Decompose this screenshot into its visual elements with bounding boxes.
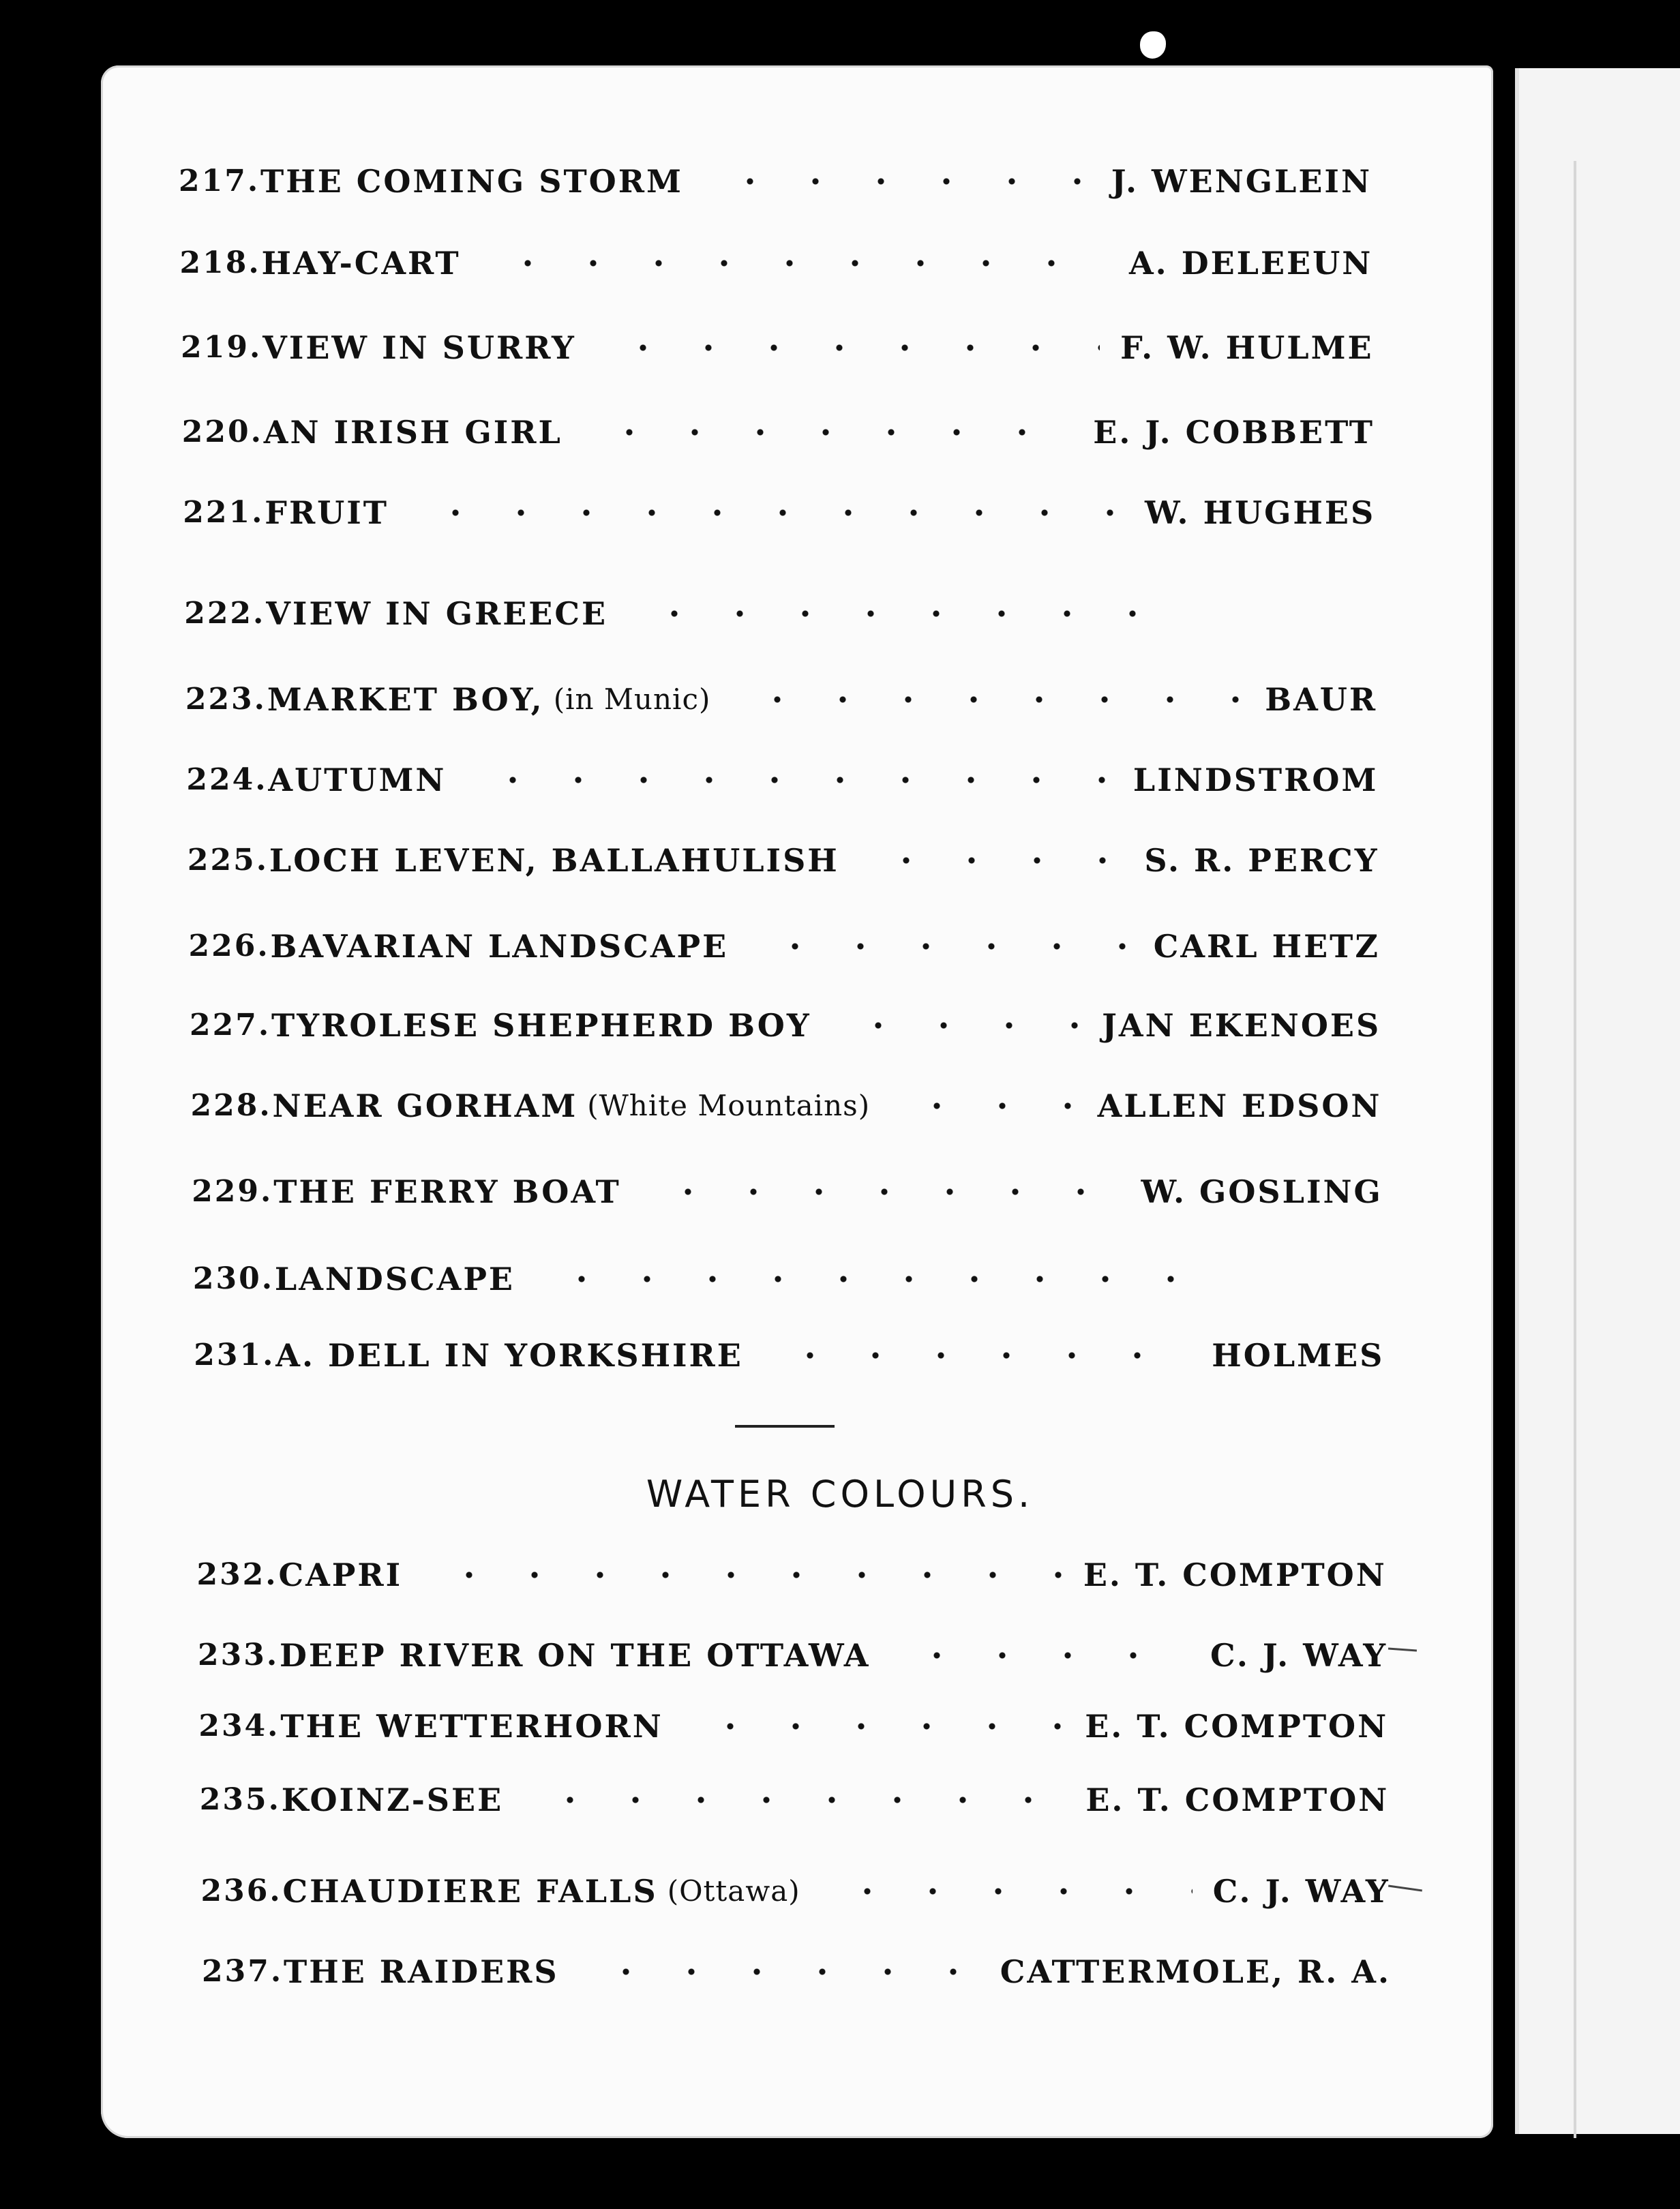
entry-artist: E. T. COMPTON (1085, 1708, 1389, 1745)
section-divider (735, 1425, 835, 1428)
leader-dots (698, 1722, 1064, 1730)
entry-title: THE RAIDERS (284, 1953, 559, 1990)
leader-dots (642, 610, 1186, 618)
entry-artist: A. DELEEUN (1128, 245, 1373, 282)
catalogue-entry (0, 919, 1680, 974)
leader-dots (835, 1887, 1192, 1895)
catalogue-entry (0, 1864, 1680, 1919)
entry-artist: BAUR (1265, 681, 1378, 718)
entry-number: 220. (181, 415, 263, 449)
entry-title: HAY-CART (261, 245, 461, 282)
entry-artist: CARL HETZ (1153, 928, 1380, 965)
entry-artist: CATTERMOLE, R. A. (1000, 1953, 1391, 1990)
entry-artist: C. J. WAY (1210, 1637, 1388, 1674)
leader-dots (873, 856, 1124, 865)
catalogue-entry (0, 672, 1680, 727)
entry-artist: E. T. COMPTON (1085, 1782, 1390, 1818)
entry-number: 226. (188, 929, 270, 963)
entry-title: CAPRI (278, 1557, 403, 1593)
entry-number: 231. (194, 1338, 275, 1372)
leader-dots (745, 695, 1244, 704)
entry-title: KOINZ-SEE (281, 1782, 504, 1818)
catalogue-entry (0, 485, 1680, 540)
leader-dots (610, 344, 1100, 352)
entry-title: MARKET BOY, (267, 681, 544, 718)
entry-artist: LINDSTROM (1132, 762, 1379, 798)
entry-artist: J. WENGLEIN (1111, 163, 1372, 200)
entry-title: AUTUMN (268, 762, 447, 798)
entry-number: 234. (198, 1709, 280, 1743)
leader-dots (480, 776, 1112, 784)
entry-number: 219. (181, 330, 262, 365)
entry-number: 228. (190, 1088, 272, 1123)
entry-title: A. DELL IN YORKSHIRE (275, 1337, 743, 1374)
scan-speck (1140, 31, 1166, 59)
leader-dots (845, 1021, 1081, 1030)
leader-dots (423, 509, 1124, 517)
entry-note: (in Munic) (553, 682, 711, 716)
entry-title: THE COMING STORM (260, 163, 683, 200)
catalogue-entry (0, 1328, 1680, 1383)
entry-artist: W. HUGHES (1145, 494, 1376, 531)
leader-dots (904, 1102, 1077, 1110)
entry-number: 221. (183, 495, 265, 530)
catalogue-entry (0, 1773, 1680, 1827)
entry-number: 233. (197, 1638, 280, 1672)
entry-artist: ALLEN EDSON (1097, 1087, 1382, 1124)
entry-note: (Ottawa) (667, 1874, 800, 1908)
entry-number: 223. (185, 682, 267, 717)
entry-number: 230. (192, 1261, 275, 1296)
entry-title: THE WETTERHORN (280, 1708, 663, 1745)
catalogue-entry (0, 1079, 1680, 1133)
entry-title: LOCH LEVEN, BALLAHULISH (269, 842, 839, 879)
entry-number: 225. (187, 843, 269, 877)
catalogue-entry (0, 1252, 1680, 1306)
entry-number: 227. (190, 1008, 271, 1042)
entry-artist: HOLMES (1212, 1337, 1385, 1374)
leader-dots (717, 177, 1091, 185)
entry-title: AN IRISH GIRL (263, 414, 562, 451)
entry-number: 224. (186, 762, 268, 797)
entry-title: VIEW IN GREECE (266, 595, 608, 632)
catalogue-entry (0, 586, 1680, 641)
entry-number: 236. (200, 1874, 282, 1908)
entry-note: (White Mountains) (587, 1089, 871, 1122)
catalogue-entry (0, 1164, 1680, 1219)
entry-title: LANDSCAPE (274, 1261, 515, 1297)
entry-artist: C. J. WAY (1212, 1873, 1390, 1910)
catalogue-entry (0, 833, 1680, 888)
entry-number: 218. (179, 245, 261, 280)
entry-title: NEAR GORHAM (272, 1087, 578, 1124)
entry-number: 237. (202, 1954, 284, 1989)
entry-artist: JAN EKENOES (1102, 1007, 1381, 1044)
entry-artist: E. J. COBBETT (1093, 414, 1375, 451)
leader-dots (549, 1275, 1186, 1283)
entry-number: 217. (179, 164, 260, 198)
leader-dots (777, 1351, 1191, 1359)
leader-dots (904, 1651, 1190, 1659)
catalogue-entry (0, 236, 1680, 290)
entry-title: CHAUDIERE FALLS (282, 1873, 658, 1910)
entry-artist: E. T. COMPTON (1083, 1557, 1387, 1593)
leader-dots (655, 1188, 1121, 1196)
entry-artist: W. GOSLING (1141, 1173, 1383, 1210)
entry-number: 229. (192, 1174, 273, 1209)
entry-number: 232. (196, 1557, 278, 1592)
entry-number: 222. (184, 596, 266, 631)
entry-number: 235. (199, 1782, 281, 1817)
entry-artist: F. W. HULME (1120, 329, 1374, 366)
catalogue-entry (0, 1944, 1680, 1999)
catalogue-entry (0, 320, 1680, 375)
section-heading: WATER COLOURS. (646, 1473, 1034, 1516)
leader-dots (593, 1968, 980, 1976)
catalogue-entry (0, 1628, 1680, 1683)
leader-dots (537, 1796, 1065, 1804)
catalogue-entry (0, 1548, 1680, 1602)
leader-dots (762, 942, 1133, 950)
catalogue-entry (0, 154, 1680, 209)
entry-title: THE FERRY BOAT (273, 1173, 621, 1210)
catalogue-entry (0, 405, 1680, 460)
entry-title: DEEP RIVER ON THE OTTAWA (279, 1637, 871, 1674)
entry-title: FRUIT (265, 494, 389, 531)
entry-title: VIEW IN SURRY (262, 329, 576, 366)
leader-dots (436, 1571, 1063, 1579)
entry-title: TYROLESE SHEPHERD BOY (271, 1007, 811, 1044)
catalogue-entry (0, 1699, 1680, 1754)
leader-dots (597, 428, 1072, 436)
entry-artist: S. R. PERCY (1144, 842, 1379, 879)
leader-dots (495, 259, 1109, 267)
entry-title: BAVARIAN LANDSCAPE (270, 928, 729, 965)
catalogue-entry (0, 753, 1680, 807)
catalogue-entry (0, 998, 1680, 1053)
